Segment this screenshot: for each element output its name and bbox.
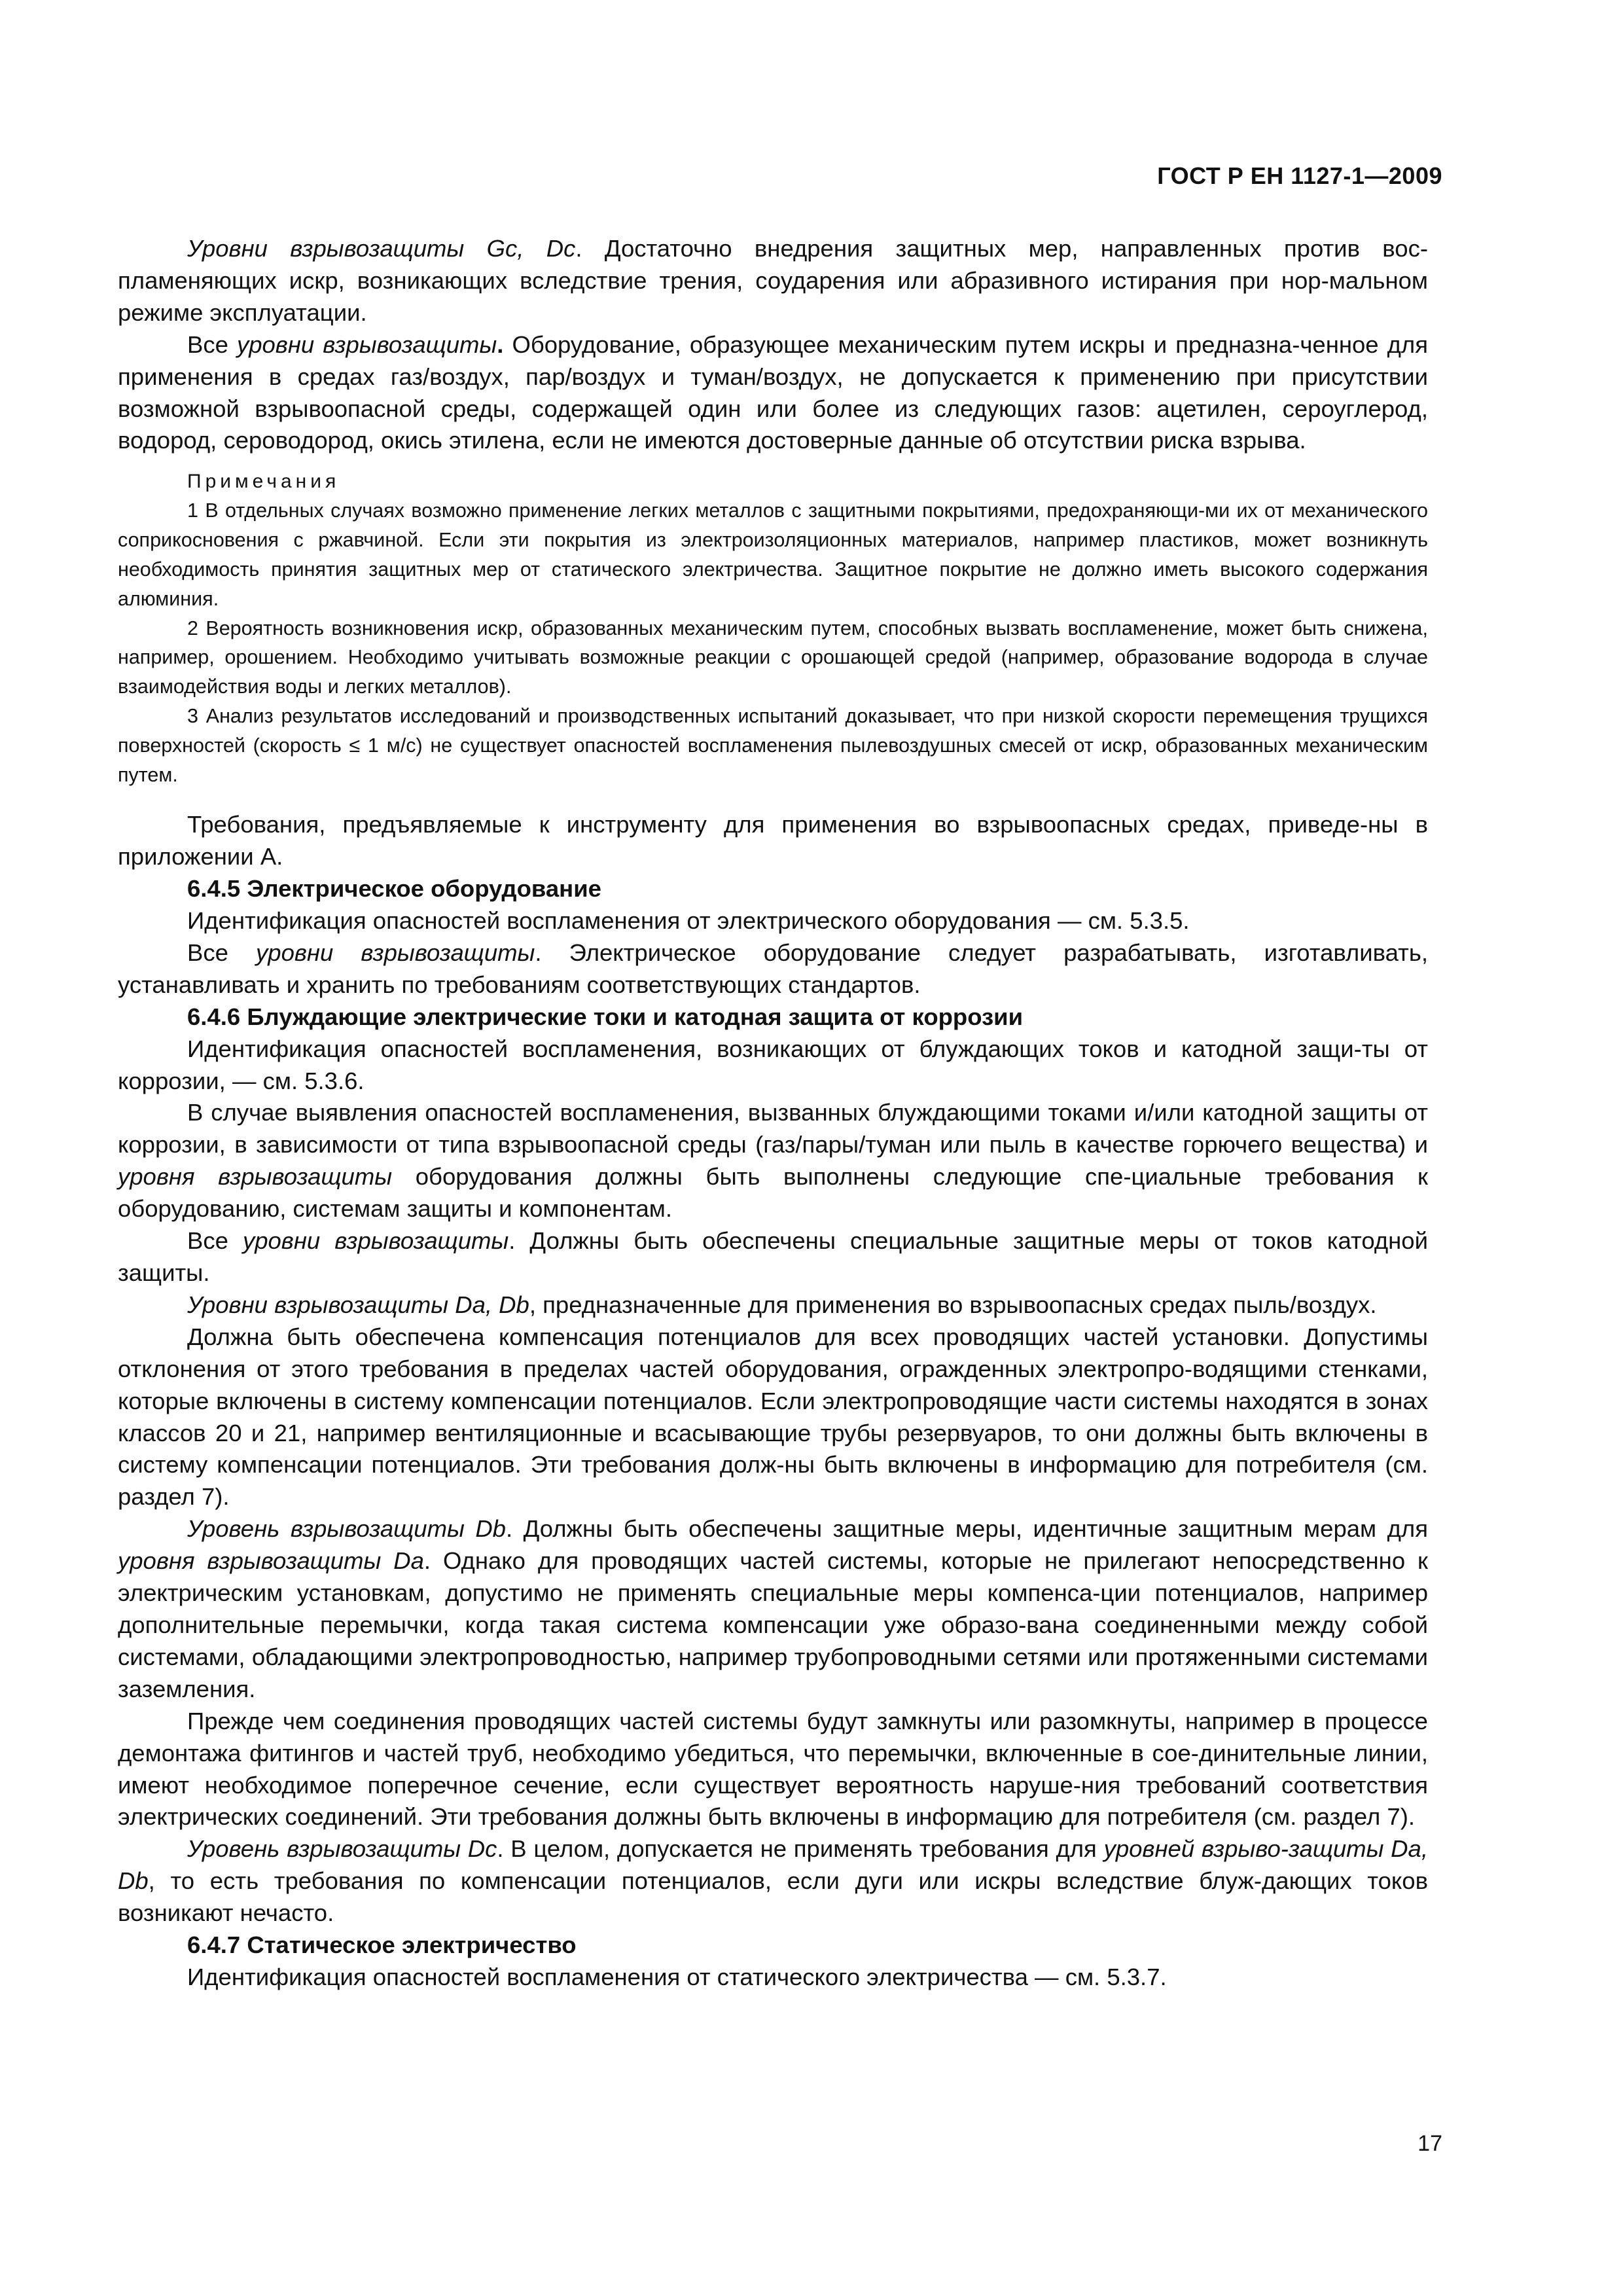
bold-dot: .: [497, 331, 504, 358]
note-3: 3 Анализ результатов исследований и производственных испытаний доказывает, что при низкой скорости перемещения трущихся поверхностей (скорость ≤ 1 м/с) не существует опасностей воспламенения пылевоздушных смесей от искр, образованных механическим путем.: [118, 704, 1428, 786]
paragraph-text: Все: [187, 939, 257, 966]
paragraph: [118, 329, 1428, 457]
italic-term: уровни взрывозащиты: [256, 939, 535, 966]
paragraph-text: , то есть требования по компенсации потенциалов, если дуги или искры вследствие блуж-дающих токов возникают нечасто.: [118, 1867, 1428, 1927]
italic-term: Уровни взрывозащиты Da, Db: [187, 1291, 529, 1318]
note-2: 2 Вероятность возникновения искр, образованных механическим путем, способных вызвать воспламенение, может быть снижена, например, орошением. Необходимо учитывать возможные реакции с орошающей средой (например, образование водорода в случае взаимодействия воды и легких металлов).: [118, 617, 1428, 698]
paragraph-text: , предназначенные для применения во взрывоопасных средах пыль/воздух.: [529, 1291, 1377, 1318]
paragraph: Идентификация опасностей воспламенения от электрического оборудования — см. 5.3.5.: [187, 907, 1190, 935]
paragraph: Прежде чем соединения проводящих частей системы будут замкнуты или разомкнуты, например в процессе демонтажа фитингов и частей труб, необходимо убедиться, что перемычки, включенные в сое-динительные линии, имеют необходимое поперечное сечение, если существует вероятность наруше-ния требований соответствия электрических соединений. Эти требования должны быть включены в информацию для потребителя (см. раздел 7).: [118, 1707, 1428, 1831]
paragraph-text: . Электрическое оборудование следует разрабатывать, изготавливать, устанавливать и хранить по требованиям соответствующих стандартов.: [118, 939, 1428, 998]
paragraph: [118, 1289, 1428, 1321]
paragraph-text: . Однако для проводящих частей системы, которые не прилегают непосредственно к электрическим установкам, допустимо не применять специальные меры компенса-ции потенциалов, например дополнительные перемычки, когда такая система компенсации уже образо-вана соединенными между собой системами, обладающими электропроводностью, например трубопроводными сетями или протяженными системами заземления.: [118, 1547, 1428, 1702]
paragraph: [118, 1833, 1428, 1929]
section-heading-6-4-5: 6.4.5 Электрическое оборудование: [187, 875, 601, 903]
paragraph: Идентификация опасностей воспламенения от статического электричества — см. 5.3.7.: [187, 1963, 1167, 1990]
paragraph: [118, 1225, 1428, 1289]
italic-term: Уровень взрывозащиты Dc: [187, 1835, 497, 1863]
document-header: ГОСТ Р ЕН 1127-1—2009: [1157, 162, 1442, 189]
paragraph-text: Все: [187, 331, 237, 358]
italic-term: Уровень взрывозащиты Db: [187, 1515, 506, 1543]
paragraph: Должна быть обеспечена компенсация потенциалов для всех проводящих частей установки. Допустимы отклонения от этого требования в пределах частей оборудования, огражденных электропро-водящими стенками, которые включены в систему компенсации потенциалов. Если электропроводящие части системы находятся в зонах классов 20 и 21, например вентиляционные и всасывающие трубы резервуаров, то они должны быть включены в систему компенсации потенциалов. Эти требования долж-ны быть включены в информацию для потребителя (см. раздел 7).: [118, 1323, 1428, 1511]
paragraph-text: . Достаточно внедрения защитных мер, направленных против вос-пламеняющих искр, возникающих вследствие трения, соударения или абразивного истирания при нор-мальном режиме эксплуатации.: [118, 235, 1428, 326]
page-number: 17: [1418, 2131, 1442, 2156]
italic-term: уровни взрывозащиты: [242, 1227, 509, 1255]
paragraph-text: Оборудование, образующее механическим путем искры и предназна-ченное для применения в средах газ/воздух, пар/воздух и туман/воздух, не допускается к применению при присутствии возможной взрывоопасной среды, содержащей один или более из следующих газов: ацетилен, сероуглерод, водород, сероводород, окись этилена, если не имеются достоверные данные об отсутствии риска взрыва.: [118, 331, 1428, 454]
paragraph-text: оборудования должны быть выполнены следующие спе-циальные требования к оборудованию, системам защиты и компонентам.: [118, 1163, 1429, 1223]
section-heading-6-4-7: 6.4.7 Статическое электричество: [187, 1931, 577, 1959]
paragraph: Идентификация опасностей воспламенения, возникающих от блуждающих токов и катодной защи-ты от коррозии, — см. 5.3.6.: [118, 1035, 1428, 1094]
section-heading-6-4-6: 6.4.6 Блуждающие электрические токи и катодная защита от коррозии: [187, 1003, 1024, 1030]
paragraph-text: В случае выявления опасностей воспламенения, вызванных блуждающими токами и/или катодной защиты от коррозии, в зависимости от типа взрывоопасной среды (газ/пары/туман или пыль в качестве горючего вещества) и: [118, 1099, 1428, 1158]
note-1: 1 В отдельных случаях возможно применение легких металлов с защитными покрытиями, предохраняющи-ми их от механического соприкосновения с ржавчиной. Если эти покрытия из электроизоляционных материалов, например пластиков, может возникнуть необходимость принятия защитных мер от статического электричества. Защитное покрытие не должно иметь высокого содержания алюминия.: [118, 499, 1428, 610]
italic-term: уровней взрыво-защиты Da, Db: [118, 1835, 1428, 1895]
paragraph: [118, 1513, 1428, 1705]
paragraph: Требования, предъявляемые к инструменту для применения во взрывоопасных средах, приведе-ны в приложении А.: [118, 811, 1428, 870]
italic-term: Уровни взрывозащиты Gc, Dc: [187, 235, 576, 262]
italic-term: уровня взрывозащиты: [118, 1163, 393, 1191]
paragraph: [118, 1097, 1428, 1225]
paragraph: [118, 233, 1428, 329]
paragraph: [118, 937, 1428, 1001]
paragraph-text: . Должны быть обеспечены специальные защитные меры от токов катодной защиты.: [118, 1227, 1428, 1286]
paragraph-text: . Должны быть обеспечены защитные меры, идентичные защитным мерам для: [505, 1515, 1428, 1543]
italic-term: уровни взрывозащиты: [236, 331, 497, 358]
paragraph-text: . В целом, допускается не применять требования для: [497, 1835, 1104, 1863]
document-body: [118, 233, 1428, 1994]
paragraph-text: Все: [187, 1227, 243, 1255]
italic-term: уровня взрывозащиты Da: [118, 1547, 424, 1575]
notes-title: Примечания: [187, 471, 340, 493]
